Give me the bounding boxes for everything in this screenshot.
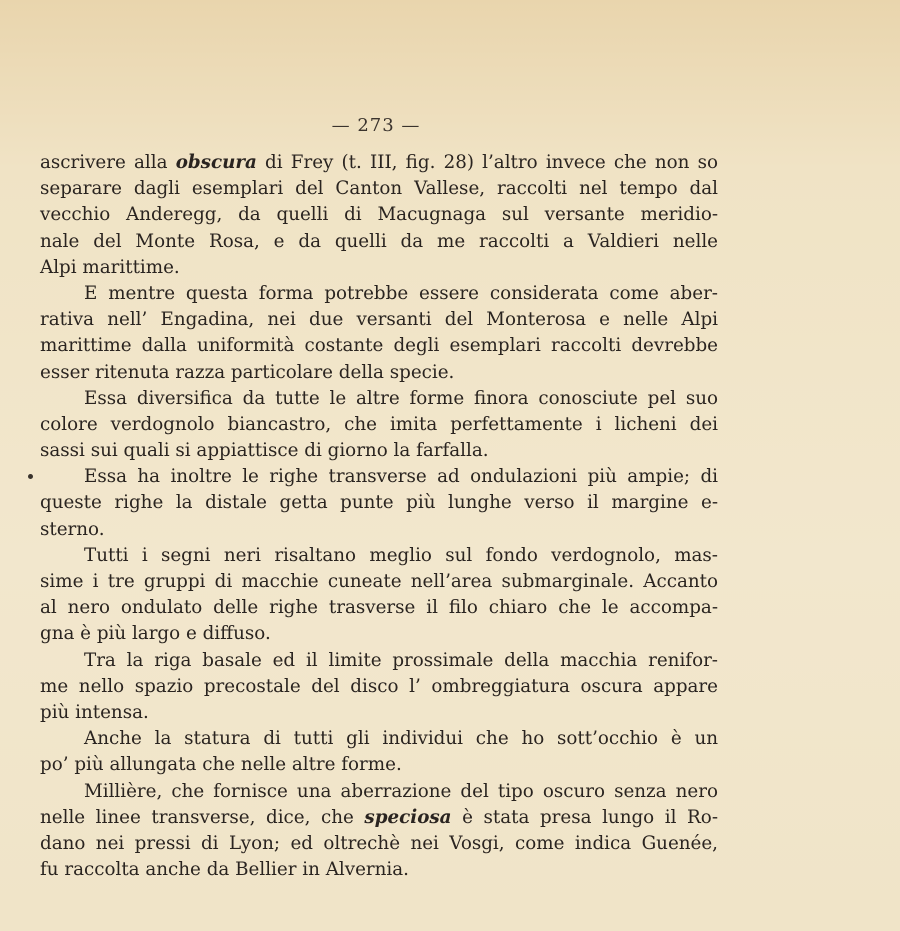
text-line: gna è più largo e diffuso.: [40, 623, 271, 645]
text-line: vecchio Anderegg, da quelli di Macugnaga sul versante meridio-: [40, 204, 718, 226]
text-line: separare dagli esemplari del Canton Vallese, raccolti nel tempo dal: [40, 178, 718, 200]
text-line: E mentre questa forma potrebbe essere considerata come aber-: [84, 282, 718, 304]
species-name-speciosa: speciosa: [364, 806, 452, 828]
text-line: dano nei pressi di Lyon; ed oltrechè nei Vosgi, come indica Guenée,: [40, 832, 718, 854]
text-line: colore verdognolo biancastro, che imita perfettamente i licheni dei: [40, 413, 718, 435]
text-line: queste righe la distale getta punte più lunghe verso il margine e-: [40, 492, 718, 514]
text-line: Tutti i segni neri risaltano meglio sul fondo verdognolo, mas-: [84, 544, 718, 566]
text-line: nale del Monte Rosa, e da quelli da me raccolti a Valdieri nelle: [40, 230, 718, 252]
text-line: me nello spazio precostale del disco l’ ombreggiatura oscura appare: [40, 675, 718, 697]
text-line: Millière, che fornisce una aberrazione del tipo oscuro senza nero: [84, 780, 718, 802]
text-line: più intensa.: [40, 701, 149, 723]
stray-dot-mark: [28, 474, 33, 479]
text-line: sime i tre gruppi di macchie cuneate nell’area submarginale. Accanto: [40, 571, 718, 592]
text-line: fu raccolta anche da Bellier in Alvernia.: [40, 859, 409, 881]
text-line: Tra la riga basale ed il limite prossimale della macchia renifor-: [84, 649, 718, 671]
text-line: Alpi marittime.: [40, 256, 180, 278]
body-text: [40, 150, 718, 883]
text-line: al nero ondulato delle righe trasverse il filo chiaro che le accompa-: [40, 597, 718, 619]
text-line: rativa nell’ Engadina, nei due versanti del Monterosa e nelle Alpi: [40, 309, 718, 331]
text-line: ascrivere alla obscura di Frey (t. III, fig. 28) l’altro invece che non so: [40, 152, 718, 173]
page-number: — 273 —: [331, 115, 421, 136]
text-line: esser ritenuta razza particolare della specie.: [40, 361, 455, 383]
text-line: nelle linee transverse, dice, che speciosa è stata presa lungo il Ro-: [40, 806, 718, 828]
text-line: sterno.: [40, 518, 105, 540]
text-line: marittime dalla uniformità costante degli esemplari raccolti devrebbe: [40, 335, 718, 357]
text-line: Anche la statura di tutti gli individui che ho sott’occhio è un: [84, 728, 718, 750]
text-line: po’ più allungata che nelle altre forme.: [40, 754, 402, 776]
text-line: Essa ha inoltre le righe transverse ad ondulazioni più ampie; di: [84, 466, 718, 488]
text-line: Essa diversifica da tutte le altre forme finora conosciute pel suo: [84, 387, 718, 409]
text-line: sassi sui quali si appiattisce di giorno la farfalla.: [40, 440, 489, 462]
species-name-obscura: obscura: [175, 152, 257, 173]
